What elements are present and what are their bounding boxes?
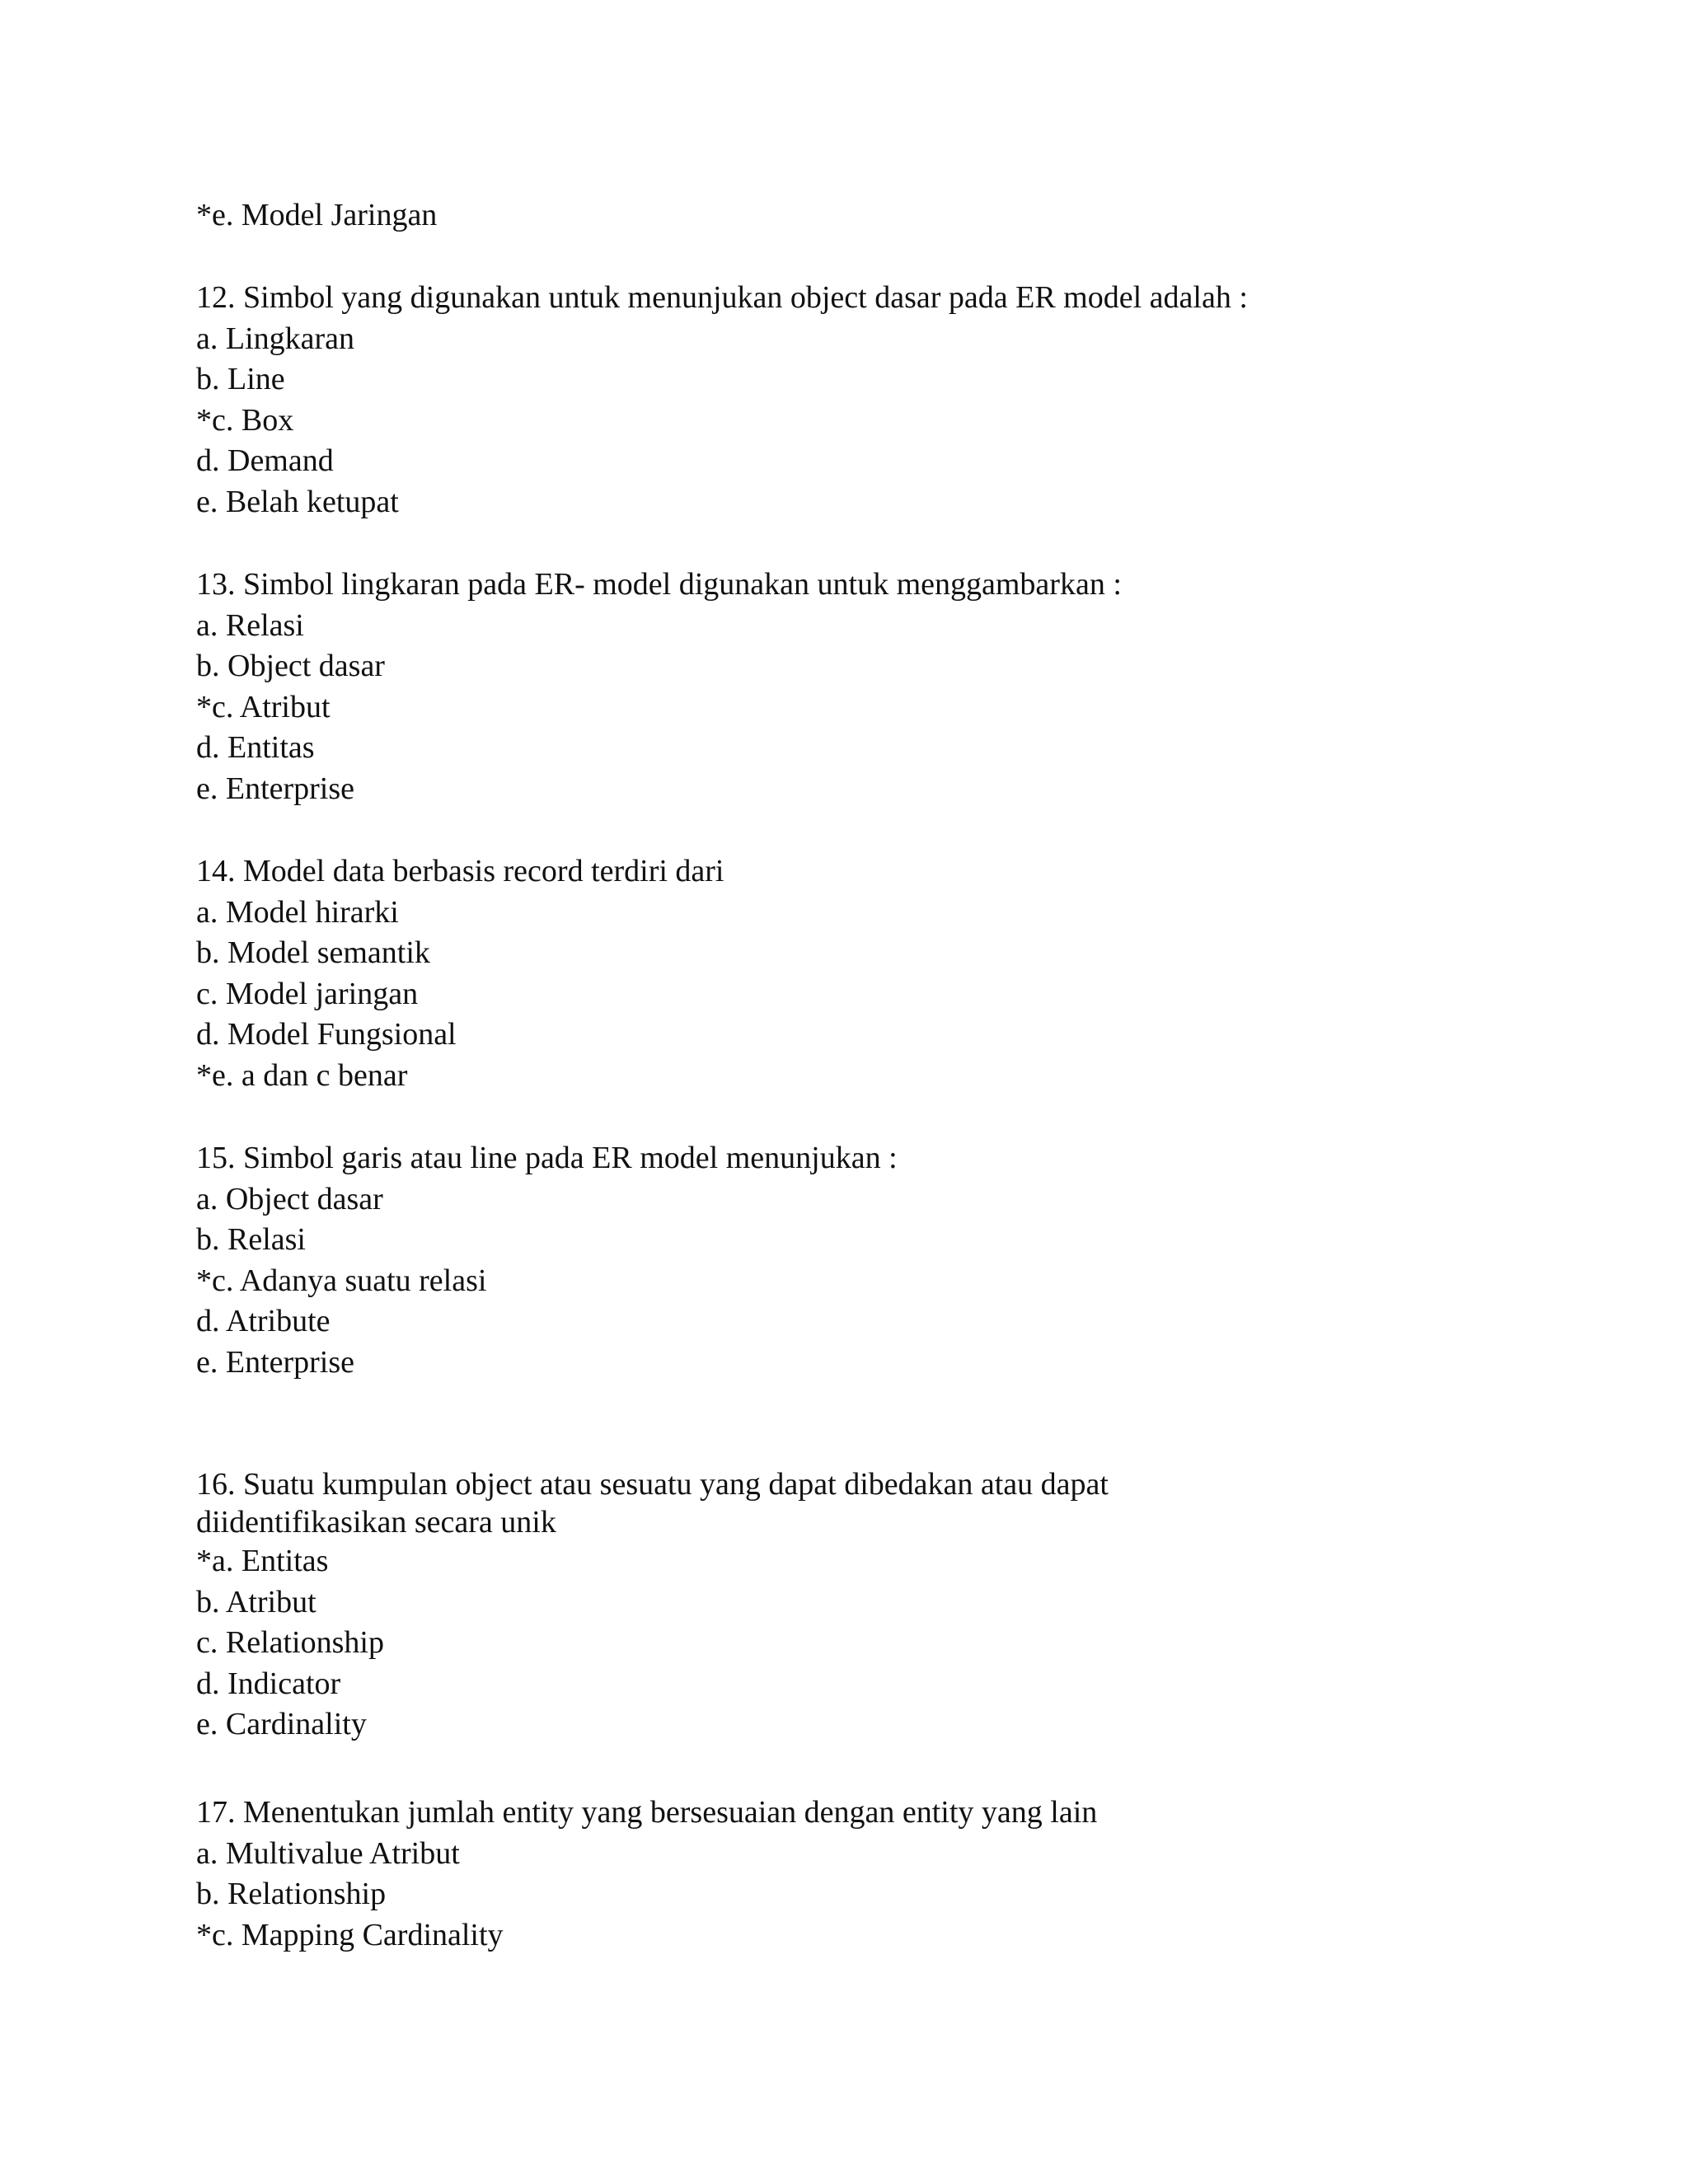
question-16 xyxy=(196,1465,1531,1746)
question-text: diidentifikasikan secara unik xyxy=(196,1505,556,1540)
question-text: 16. Suatu kumpulan object atau sesuatu yang dapat dibedakan atau dapat xyxy=(196,1467,1109,1502)
question-text: 15. Simbol garis atau line pada ER model menunjukan : xyxy=(196,1141,898,1175)
answer-option: a. Object dasar xyxy=(196,1181,383,1216)
question-15 xyxy=(196,1138,1531,1384)
answer-option: b. Atribut xyxy=(196,1584,316,1619)
answer-option-correct: *c. Box xyxy=(196,402,294,438)
answer-option: e. Belah ketupat xyxy=(196,484,399,519)
answer-option: e. Cardinality xyxy=(196,1707,367,1742)
answer-option: d. Model Fungsional xyxy=(196,1017,457,1052)
question-text: 14. Model data berbasis record terdiri dari xyxy=(196,854,724,888)
answer-option-correct: *a. Entitas xyxy=(196,1544,329,1578)
answer-option: b. Relasi xyxy=(196,1222,306,1258)
answer-option: b. Object dasar xyxy=(196,649,385,684)
answer-option: a. Model hirarki xyxy=(196,894,399,930)
question-text: 12. Simbol yang digunakan untuk menunjukan object dasar pada ER model adalah : xyxy=(196,280,1248,315)
answer-option: e. Enterprise xyxy=(196,1344,355,1380)
answer-option: b. Line xyxy=(196,362,285,397)
answer-option: e. Enterprise xyxy=(196,771,355,806)
question-12 xyxy=(196,278,1531,523)
answer-option-correct: *c. Adanya suatu relasi xyxy=(196,1263,487,1298)
question-text: 13. Simbol lingkaran pada ER- model digunakan untuk menggambarkan : xyxy=(196,567,1122,602)
answer-option: d. Demand xyxy=(196,443,334,479)
question-17 xyxy=(196,1793,1531,1956)
answer-option: b. Model semantik xyxy=(196,935,430,971)
answer-option: c. Relationship xyxy=(196,1625,384,1661)
answer-option-correct: *c. Atribut xyxy=(196,689,331,724)
answer-option: a. Relasi xyxy=(196,607,304,643)
answer-option-correct: *c. Mapping Cardinality xyxy=(196,1917,504,1952)
question-11-continuation xyxy=(196,195,1531,237)
answer-option: c. Model jaringan xyxy=(196,976,419,1011)
question-text: 17. Menentukan jumlah entity yang bersesuaian dengan entity yang lain xyxy=(196,1795,1098,1830)
answer-option: a. Lingkaran xyxy=(196,321,355,356)
answer-option: d. Indicator xyxy=(196,1666,341,1701)
answer-option: b. Relationship xyxy=(196,1877,387,1912)
answer-option: d. Entitas xyxy=(196,730,315,766)
question-14 xyxy=(196,851,1531,1097)
question-13 xyxy=(196,565,1531,810)
answer-option-correct: *e. a dan c benar xyxy=(196,1057,408,1093)
answer-option: a. Multivalue Atribut xyxy=(196,1835,460,1871)
answer-option: *e. Model Jaringan xyxy=(196,198,438,232)
answer-option: d. Atribute xyxy=(196,1304,331,1339)
